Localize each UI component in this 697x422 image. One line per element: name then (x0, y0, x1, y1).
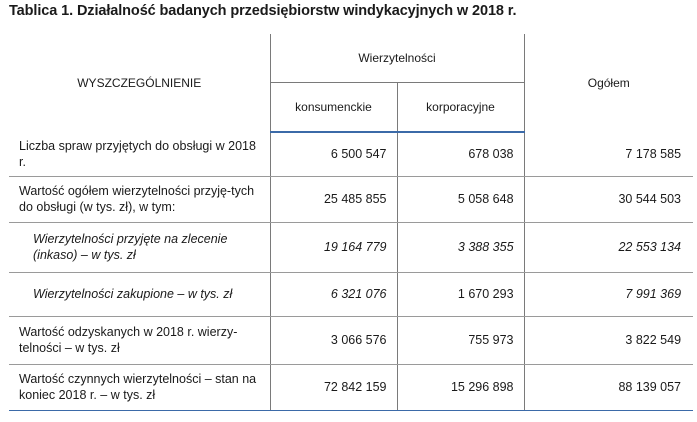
header-total: Ogółem (587, 76, 630, 90)
cell-konsumenckie: 72 842 159 (270, 364, 397, 410)
table-row (9, 364, 693, 410)
cell-korporacyjne: 755 973 (397, 316, 524, 364)
row-label: Wartość odzyskanych w 2018 r. wierzy-telności – w tys. zł (9, 316, 270, 364)
cell-korporacyjne: 15 296 898 (397, 364, 524, 410)
table-row (9, 316, 693, 364)
cell-total: 3 822 549 (524, 316, 693, 364)
header-group-wierzytelnosci: Wierzytelności (270, 34, 524, 83)
cell-total: 7 991 369 (524, 272, 693, 316)
cell-total: 7 178 585 (524, 132, 693, 176)
table-row (9, 176, 693, 222)
cell-konsumenckie: 25 485 855 (270, 176, 397, 222)
row-label: Wierzytelności przyjęte na zlecenie (inkaso) – w tys. zł (9, 222, 270, 272)
cell-konsumenckie: 3 066 576 (270, 316, 397, 364)
cell-korporacyjne: 3 388 355 (397, 222, 524, 272)
cell-konsumenckie: 6 500 547 (270, 132, 397, 176)
cell-korporacyjne: 678 038 (397, 132, 524, 176)
row-label: Wartość ogółem wierzytelności przyję-tych do obsługi (w tys. zł), w tym: (9, 176, 270, 222)
row-label: Wartość czynnych wierzytelności – stan na koniec 2018 r. – w tys. zł (9, 364, 270, 410)
cell-konsumenckie: 19 164 779 (270, 222, 397, 272)
table-row (9, 272, 693, 316)
table-row (9, 132, 693, 176)
cell-korporacyjne: 1 670 293 (397, 272, 524, 316)
header-korporacyjne: korporacyjne (397, 83, 524, 133)
header-konsumenckie: konsumenckie (270, 83, 397, 133)
row-label: Liczba spraw przyjętych do obsługi w 2018 r. (9, 132, 270, 176)
cell-korporacyjne: 5 058 648 (397, 176, 524, 222)
data-table (9, 34, 693, 411)
header-description: WYSZCZEGÓLNIENIE (9, 34, 270, 132)
table-row (9, 222, 693, 272)
row-label: Wierzytelności zakupione – w tys. zł (9, 272, 270, 316)
cell-konsumenckie: 6 321 076 (270, 272, 397, 316)
table-title: Tablica 1. Działalność badanych przedsiębiorstw windykacyjnych w 2018 r. (9, 3, 517, 19)
cell-total: 30 544 503 (524, 176, 693, 222)
cell-total: 22 553 134 (524, 222, 693, 272)
cell-total: 88 139 057 (524, 364, 693, 410)
